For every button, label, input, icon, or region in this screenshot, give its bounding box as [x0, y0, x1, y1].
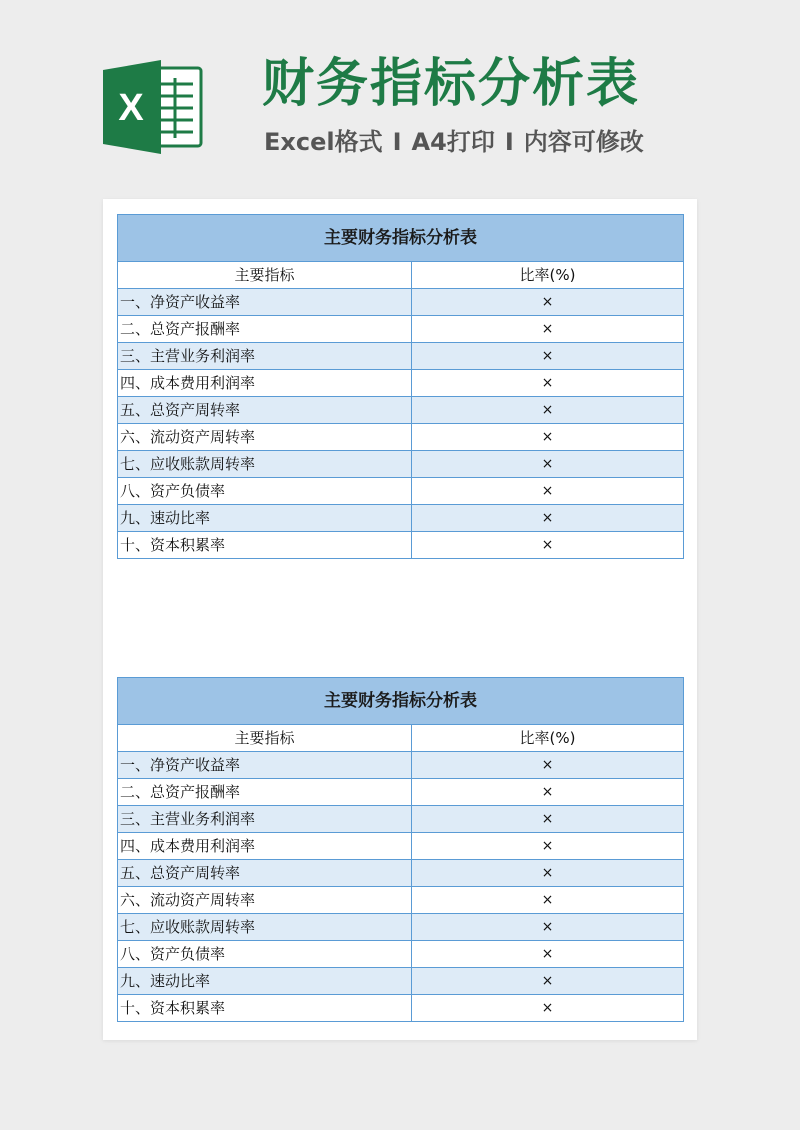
svg-text:X: X: [118, 87, 144, 129]
ratio-cell[interactable]: ×: [412, 343, 684, 370]
ratio-cell[interactable]: ×: [412, 941, 684, 968]
ratio-cell[interactable]: ×: [412, 968, 684, 995]
table-row: [118, 968, 684, 995]
ratio-cell[interactable]: ×: [412, 289, 684, 316]
table-row: [118, 752, 684, 779]
ratio-cell[interactable]: ×: [412, 914, 684, 941]
indicator-cell[interactable]: 五、总资产周转率: [118, 860, 412, 887]
table-row: [118, 289, 684, 316]
ratio-cell[interactable]: ×: [412, 995, 684, 1022]
ratio-cell[interactable]: ×: [412, 316, 684, 343]
table-row: [118, 370, 684, 397]
indicator-cell[interactable]: 四、成本费用利润率: [118, 833, 412, 860]
table-row: [118, 532, 684, 559]
indicator-cell[interactable]: 八、资产负债率: [118, 478, 412, 505]
indicator-cell[interactable]: 七、应收账款周转率: [118, 451, 412, 478]
ratio-cell[interactable]: ×: [412, 833, 684, 860]
indicator-cell[interactable]: 七、应收账款周转率: [118, 914, 412, 941]
page-header: [0, 0, 800, 200]
subtitle-editable: 内容可修改: [523, 128, 644, 156]
ratio-cell[interactable]: ×: [412, 397, 684, 424]
table-row: [118, 424, 684, 451]
indicator-cell[interactable]: 六、流动资产周转率: [118, 424, 412, 451]
table-row: [118, 316, 684, 343]
table-row: [118, 995, 684, 1022]
ratio-cell[interactable]: ×: [412, 779, 684, 806]
subtitle-separator: I: [504, 128, 514, 156]
subtitle-print: A4打印: [411, 128, 495, 156]
table-row: [118, 941, 684, 968]
table-row: [118, 397, 684, 424]
table-row: [118, 914, 684, 941]
indicator-cell[interactable]: 五、总资产周转率: [118, 397, 412, 424]
column-header-ratio[interactable]: 比率(%): [412, 725, 684, 752]
table-row: [118, 478, 684, 505]
ratio-cell[interactable]: ×: [412, 860, 684, 887]
page-subtitle: [264, 124, 644, 160]
table-row: [118, 505, 684, 532]
indicator-cell[interactable]: 九、速动比率: [118, 505, 412, 532]
table-row: [118, 806, 684, 833]
page-title: 财务指标分析表: [262, 54, 641, 114]
indicator-cell[interactable]: 三、主营业务利润率: [118, 806, 412, 833]
table-row: [118, 779, 684, 806]
indicator-cell[interactable]: 十、资本积累率: [118, 995, 412, 1022]
indicator-cell[interactable]: 三、主营业务利润率: [118, 343, 412, 370]
table-row: [118, 451, 684, 478]
ratio-cell[interactable]: ×: [412, 887, 684, 914]
column-header-indicator[interactable]: 主要指标: [118, 262, 412, 289]
ratio-cell[interactable]: ×: [412, 806, 684, 833]
ratio-cell[interactable]: ×: [412, 451, 684, 478]
table-row: [118, 343, 684, 370]
financial-table-2: [117, 677, 684, 1022]
indicator-cell[interactable]: 四、成本费用利润率: [118, 370, 412, 397]
column-header-indicator[interactable]: 主要指标: [118, 725, 412, 752]
table-row: [118, 833, 684, 860]
column-header-ratio[interactable]: 比率(%): [412, 262, 684, 289]
ratio-cell[interactable]: ×: [412, 370, 684, 397]
ratio-cell[interactable]: ×: [412, 505, 684, 532]
indicator-cell[interactable]: 二、总资产报酬率: [118, 316, 412, 343]
ratio-cell[interactable]: ×: [412, 478, 684, 505]
indicator-cell[interactable]: 八、资产负债率: [118, 941, 412, 968]
table-caption[interactable]: 主要财务指标分析表: [118, 678, 684, 725]
indicator-cell[interactable]: 二、总资产报酬率: [118, 779, 412, 806]
indicator-cell[interactable]: 十、资本积累率: [118, 532, 412, 559]
excel-logo-icon: [103, 60, 203, 154]
financial-table-1: [117, 214, 684, 559]
indicator-cell[interactable]: 九、速动比率: [118, 968, 412, 995]
ratio-cell[interactable]: ×: [412, 424, 684, 451]
ratio-cell[interactable]: ×: [412, 752, 684, 779]
indicator-cell[interactable]: 一、净资产收益率: [118, 289, 412, 316]
table-caption[interactable]: 主要财务指标分析表: [118, 215, 684, 262]
indicator-cell[interactable]: 六、流动资产周转率: [118, 887, 412, 914]
ratio-cell[interactable]: ×: [412, 532, 684, 559]
table-row: [118, 860, 684, 887]
subtitle-separator: I: [392, 128, 402, 156]
table-row: [118, 887, 684, 914]
subtitle-format: Excel格式: [264, 128, 383, 156]
indicator-cell[interactable]: 一、净资产收益率: [118, 752, 412, 779]
